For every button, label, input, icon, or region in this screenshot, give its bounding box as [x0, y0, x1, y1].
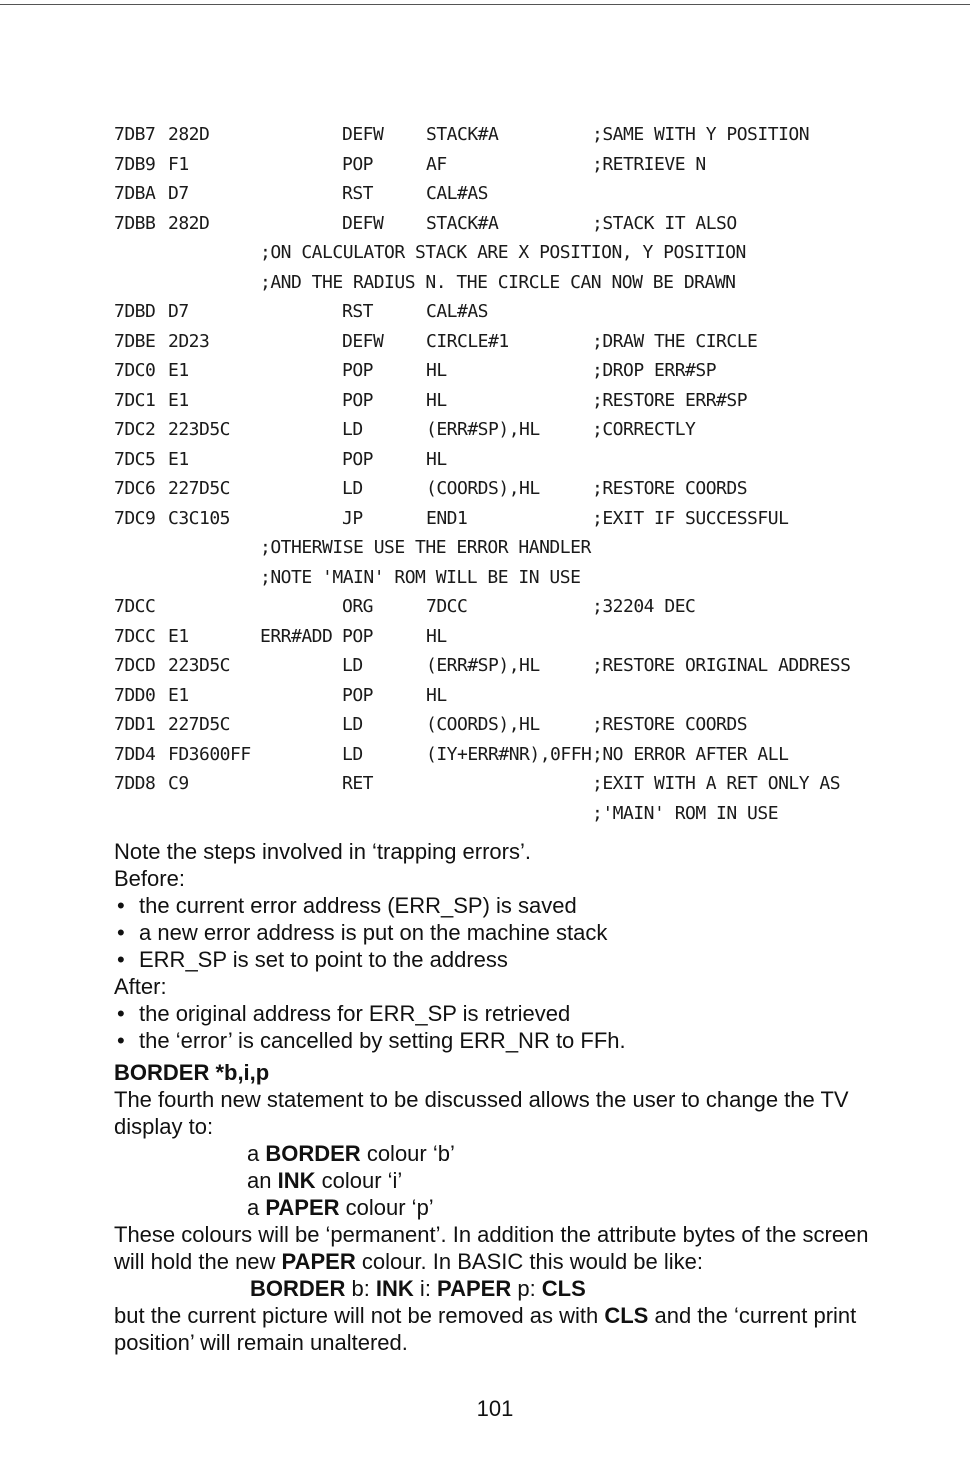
after-label: After: — [114, 974, 167, 999]
code-op: RST — [342, 183, 374, 204]
page-number: 101 — [476, 1396, 514, 1421]
code-arg: (ERR#SP),HL — [426, 655, 540, 676]
code-addr: 7DD0 — [114, 684, 156, 706]
code-comment: ;DROP ERR#SP — [592, 360, 717, 381]
code-arg: (COORDS),HL — [426, 478, 540, 499]
code-addr: 7DBE — [114, 330, 156, 352]
code-code: F1 — [168, 153, 189, 175]
code-op: POP — [342, 684, 374, 706]
comment-line: ;OTHERWISE USE THE ERROR HANDLER — [260, 537, 591, 558]
code-code: FD3600FF — [168, 743, 251, 765]
code-addr: 7DBA — [114, 183, 156, 204]
comment-line: ;AND THE RADIUS N. THE CIRCLE CAN NOW BE DRAWN — [260, 271, 736, 293]
code-line — [114, 596, 944, 626]
top-rule — [0, 4, 970, 5]
code-op: POP — [342, 360, 374, 381]
code-line — [114, 508, 944, 538]
code-arg: CIRCLE#1 — [426, 330, 509, 352]
code-code: C3C105 — [168, 507, 231, 529]
code-addr: 7DBD — [114, 301, 156, 322]
code-arg: 7DCC — [426, 596, 468, 617]
code-code: D7 — [168, 183, 189, 204]
code-line — [114, 242, 944, 272]
code-line — [114, 537, 944, 567]
code-arg: (COORDS),HL — [426, 714, 540, 735]
code-arg: HL — [426, 625, 447, 647]
code-comment: ;CORRECTLY — [592, 419, 696, 440]
code-comment: ;NO ERROR AFTER ALL — [592, 743, 789, 765]
list-item: • the current error address (ERR_SP) is saved — [114, 892, 894, 919]
code-arg: (ERR#SP),HL — [426, 419, 540, 440]
code-op: POP — [342, 448, 374, 470]
code-line — [114, 567, 944, 597]
code-code: 227D5C — [168, 714, 231, 735]
code-op: LD — [342, 655, 363, 676]
code-addr: 7DBB — [114, 212, 156, 234]
list-item: a BORDER colour ‘b’ — [247, 1141, 455, 1166]
code-code: E1 — [168, 389, 189, 411]
code-comment: ;STACK IT ALSO — [592, 212, 737, 234]
code-code: E1 — [168, 448, 189, 470]
list-item: • the ‘error’ is cancelled by setting ERR_NR to FFh. — [114, 1027, 894, 1054]
code-arg: HL — [426, 360, 447, 381]
code-line — [114, 390, 944, 420]
code-line — [114, 360, 944, 390]
code-op: RST — [342, 301, 374, 322]
code-op: JP — [342, 507, 363, 529]
code-code: E1 — [168, 625, 189, 647]
code-addr: 7DC0 — [114, 360, 156, 381]
code-op: DEFW — [342, 330, 384, 352]
code-addr: 7DCD — [114, 655, 156, 676]
before-label: Before: — [114, 866, 185, 891]
code-arg: CAL#AS — [426, 183, 489, 204]
code-arg: HL — [426, 389, 447, 411]
code-addr: 7DCC — [114, 625, 156, 647]
code-line — [114, 744, 944, 774]
assembly-listing — [114, 124, 944, 832]
code-comment: ;RESTORE COORDS — [592, 714, 748, 735]
code-line — [114, 714, 944, 744]
paragraph: The fourth new statement to be discussed allows the user to change the TV display to: — [114, 1087, 849, 1139]
code-comment: ;32204 DEC — [592, 596, 696, 617]
code-code: 282D — [168, 212, 210, 234]
code-arg: CAL#AS — [426, 301, 489, 322]
code-code: E1 — [168, 360, 189, 381]
code-comment: ;RESTORE COORDS — [592, 478, 748, 499]
code-addr: 7DC1 — [114, 389, 156, 411]
code-line — [114, 124, 944, 154]
code-line — [114, 183, 944, 213]
code-addr: 7DC2 — [114, 419, 156, 440]
code-arg: HL — [426, 684, 447, 706]
code-line — [114, 154, 944, 184]
code-op: LD — [342, 478, 363, 499]
code-line — [114, 419, 944, 449]
list-item: a PAPER colour ‘p’ — [247, 1195, 434, 1220]
code-code: 227D5C — [168, 478, 231, 499]
list-item: • the original address for ERR_SP is retrieved — [114, 1000, 894, 1027]
code-line — [114, 626, 944, 656]
code-addr: 7DCC — [114, 596, 156, 617]
list-item: an INK colour ‘i’ — [247, 1168, 403, 1193]
code-label: ERR#ADD — [260, 625, 333, 647]
code-comment: ;EXIT WITH A RET ONLY AS — [592, 773, 841, 794]
code-line — [114, 272, 944, 302]
code-op: POP — [342, 389, 374, 411]
code-addr: 7DC5 — [114, 448, 156, 470]
code-line — [114, 685, 944, 715]
list-item: • a new error address is put on the machine stack — [114, 919, 894, 946]
code-line — [114, 213, 944, 243]
code-op: POP — [342, 153, 374, 175]
code-code: 223D5C — [168, 655, 231, 676]
comment-line: ;ON CALCULATOR STACK ARE X POSITION, Y POSITION — [260, 242, 746, 263]
code-arg: (IY+ERR#NR),0FFH — [426, 743, 592, 765]
note-line: Note the steps involved in ‘trapping errors’. — [114, 839, 531, 864]
code-comment: ;SAME WITH Y POSITION — [592, 124, 810, 145]
code-code: 2D23 — [168, 330, 210, 352]
code-addr: 7DB7 — [114, 124, 156, 145]
code-op: LD — [342, 714, 363, 735]
code-arg: END1 — [426, 507, 468, 529]
code-line — [114, 449, 944, 479]
paragraph: These colours will be ‘permanent’. In addition the attribute bytes of the screen will hold the new PAPER colour. In BASIC this would be like: — [114, 1222, 869, 1274]
comment-line: ;NOTE 'MAIN' ROM WILL BE IN USE — [260, 566, 581, 588]
code-comment: ;RESTORE ORIGINAL ADDRESS — [592, 655, 851, 676]
code-line — [114, 478, 944, 508]
paragraph: but the current picture will not be removed as with CLS and the ‘current print position’ will remain unaltered. — [114, 1303, 857, 1355]
code-comment: ;EXIT IF SUCCESSFUL — [592, 507, 789, 529]
code-code: D7 — [168, 301, 189, 322]
code-comment: ;'MAIN' ROM IN USE — [592, 802, 779, 824]
code-arg: STACK#A — [426, 212, 499, 234]
code-op: DEFW — [342, 124, 384, 145]
code-line — [114, 803, 944, 833]
code-addr: 7DD4 — [114, 743, 156, 765]
code-addr: 7DC9 — [114, 507, 156, 529]
code-addr: 7DC6 — [114, 478, 156, 499]
code-comment: ;DRAW THE CIRCLE — [592, 330, 758, 352]
body-text — [114, 838, 894, 1356]
code-comment: ;RETRIEVE N — [592, 153, 706, 175]
code-code: E1 — [168, 684, 189, 706]
code-comment: ;RESTORE ERR#SP — [592, 389, 748, 411]
code-line — [114, 655, 944, 685]
code-arg: HL — [426, 448, 447, 470]
code-line — [114, 773, 944, 803]
code-op: POP — [342, 625, 374, 647]
code-op: ORG — [342, 596, 374, 617]
basic-example: BORDER b: INK i: PAPER p: CLS — [250, 1276, 586, 1301]
code-op: LD — [342, 419, 363, 440]
code-arg: STACK#A — [426, 124, 499, 145]
code-op: RET — [342, 773, 374, 794]
code-code: C9 — [168, 773, 189, 794]
code-addr: 7DB9 — [114, 153, 156, 175]
code-line — [114, 331, 944, 361]
list-item: • ERR_SP is set to point to the address — [114, 946, 894, 973]
code-line — [114, 301, 944, 331]
code-op: DEFW — [342, 212, 384, 234]
code-addr: 7DD1 — [114, 714, 156, 735]
code-arg: AF — [426, 153, 447, 175]
section-heading: BORDER *b,i,p — [114, 1060, 270, 1085]
code-addr: 7DD8 — [114, 773, 156, 794]
code-code: 282D — [168, 124, 210, 145]
code-op: LD — [342, 743, 363, 765]
code-code: 223D5C — [168, 419, 231, 440]
